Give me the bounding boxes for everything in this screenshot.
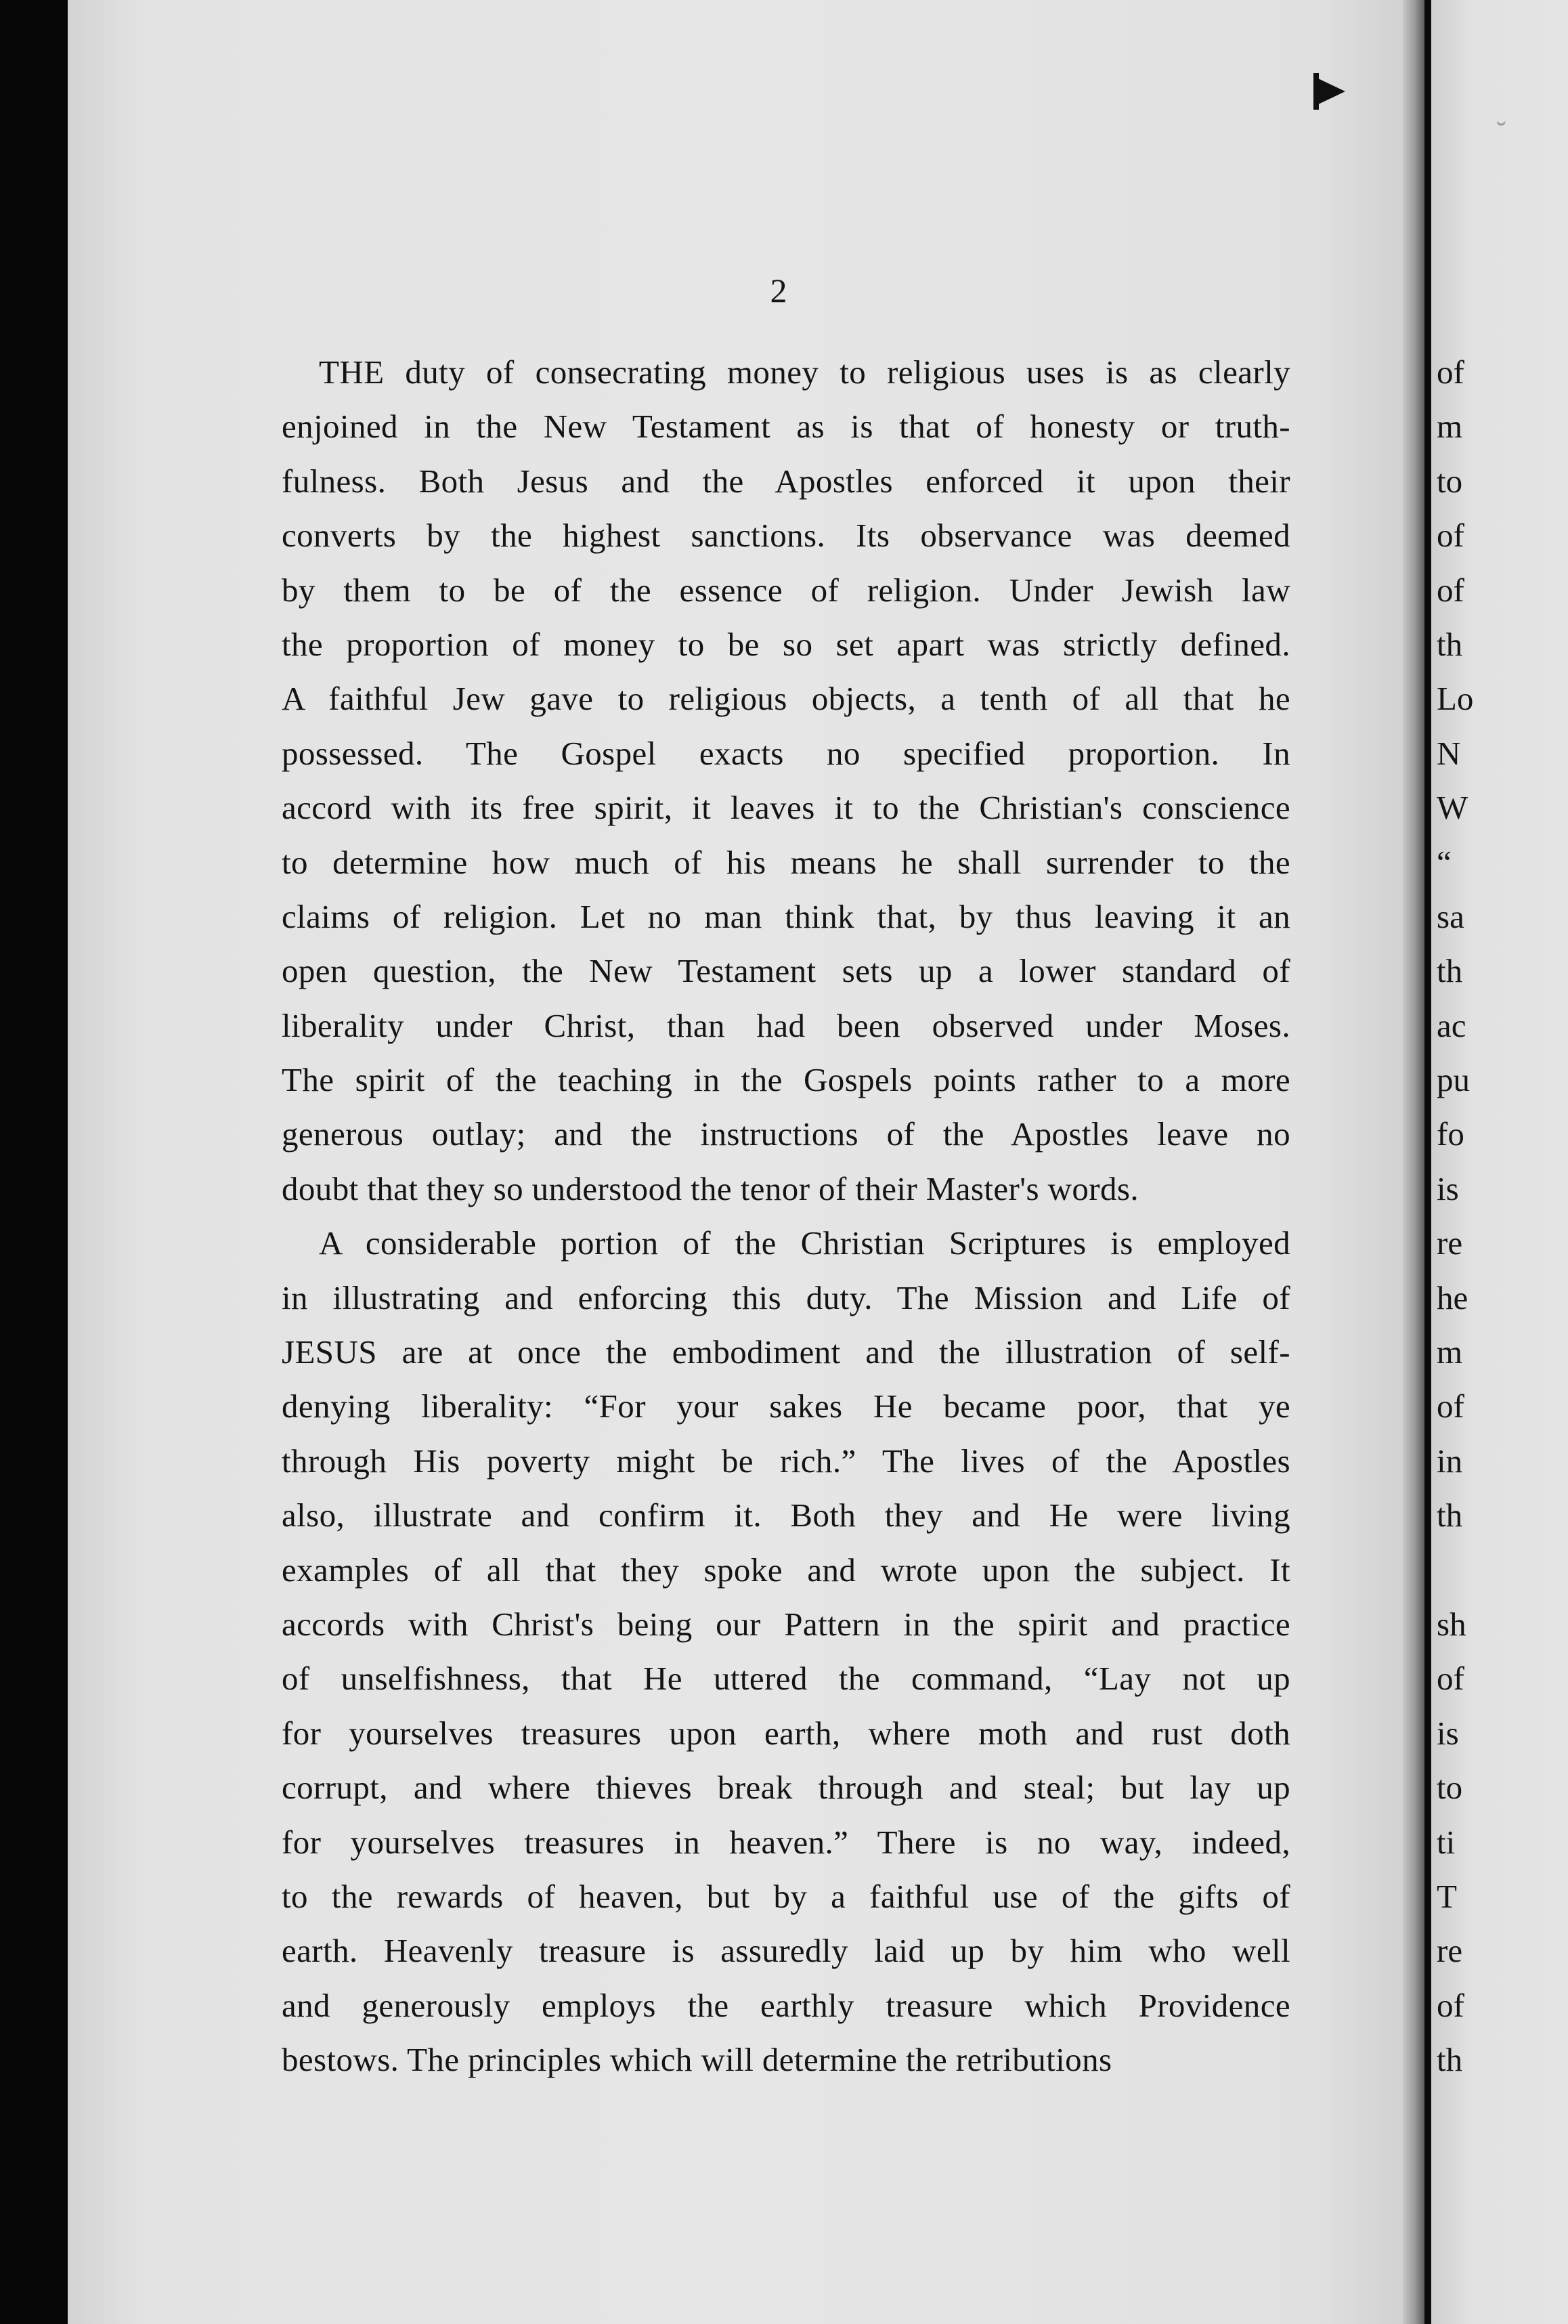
text-line: through His poverty might be rich.” The lives of the Apostles: [282, 1442, 1290, 1480]
adjacent-text-fragment: of: [1437, 353, 1464, 391]
text-line: corrupt, and where thieves break through and steal; but lay up: [282, 1769, 1290, 1807]
text-line: possessed. The Gospel exacts no specified proportion. In: [282, 734, 1290, 772]
text-line: earth. Heavenly treasure is assuredly laid up by him who well: [282, 1932, 1290, 1970]
text-line: accord with its free spirit, it leaves it to the Christian's conscience: [282, 789, 1290, 827]
text-line: for yourselves treasures in heaven.” There is no way, indeed,: [282, 1823, 1290, 1861]
adjacent-text-fragment: [1437, 1543, 1568, 1597]
adjacent-text-fragment: of: [1437, 517, 1464, 555]
adjacent-text-fragment: of: [1437, 571, 1464, 609]
adjacent-text-fragment: re: [1437, 1932, 1463, 1970]
adjacent-text-fragment: sh: [1437, 1605, 1466, 1643]
text-line: examples of all that they spoke and wrote upon the subject. It: [282, 1551, 1290, 1589]
text-line: open question, the New Testament sets up a lower standard of: [282, 952, 1290, 990]
text-line: doubt that they so understood the tenor of their Master's words.: [282, 1169, 1139, 1207]
text-line: accords with Christ's being our Pattern in the spirit and practice: [282, 1605, 1290, 1643]
text-line: also, illustrate and confirm it. Both they and He were living: [282, 1497, 1290, 1534]
adjacent-text-fragment: of: [1437, 1660, 1464, 1698]
adjacent-text-fragment: th: [1437, 2041, 1463, 2079]
text-line: liberality under Christ, than had been observed under Moses.: [282, 1006, 1290, 1044]
gutter-line: [1424, 0, 1431, 2324]
text-line: bestows. The principles which will determine the retributions: [282, 2041, 1112, 2079]
text-line: to the rewards of heaven, but by a faithful use of the gifts of: [282, 1877, 1290, 1915]
adjacent-text-fragment: in: [1437, 1442, 1463, 1480]
adjacent-text-fragment: th: [1437, 625, 1463, 663]
adjacent-text-fragment: m: [1437, 1333, 1463, 1371]
adjacent-text-fragment: to: [1437, 462, 1463, 500]
adjacent-text-fragment: to: [1437, 1769, 1463, 1807]
text-line: of unselfishness, that He uttered the command, “Lay not up: [282, 1660, 1290, 1698]
adjacent-page-mark-icon: ˘: [1496, 116, 1506, 149]
adjacent-text-fragment: T: [1437, 1877, 1457, 1915]
page-number: 2: [770, 272, 787, 309]
adjacent-text-fragment: th: [1437, 1497, 1463, 1534]
adjacent-text-fragment: is: [1437, 1714, 1459, 1752]
adjacent-text-fragment: is: [1437, 1169, 1459, 1207]
adjacent-page-text: [1437, 345, 1568, 2088]
adjacent-text-fragment: m: [1437, 408, 1463, 446]
adjacent-text-fragment: “: [1437, 843, 1452, 881]
text-line: and generously employs the earthly treasure which Providence: [282, 1986, 1290, 2024]
adjacent-text-fragment: re: [1437, 1224, 1463, 1262]
text-line: generous outlay; and the instructions of the Apostles leave no: [282, 1115, 1290, 1153]
text-line: the proportion of money to be so set apart was strictly defined.: [282, 625, 1290, 663]
body-text: [282, 345, 1290, 2088]
margin-marker-icon: [1317, 78, 1345, 105]
adjacent-text-fragment: of: [1437, 1986, 1464, 2024]
adjacent-text-fragment: he: [1437, 1278, 1468, 1316]
text-line: The spirit of the teaching in the Gospels points rather to a more: [282, 1061, 1290, 1099]
adjacent-text-fragment: W: [1437, 789, 1468, 827]
text-line: claims of religion. Let no man think that, by thus leaving it an: [282, 897, 1290, 935]
adjacent-text-fragment: pu: [1437, 1061, 1470, 1099]
text-line: JESUS are at once the embodiment and the illustration of self-: [282, 1333, 1290, 1371]
text-line: by them to be of the essence of religion. Under Jewish law: [282, 571, 1290, 609]
adjacent-text-fragment: fo: [1437, 1115, 1464, 1153]
adjacent-text-fragment: ac: [1437, 1006, 1466, 1044]
text-line: in illustrating and enforcing this duty. The Mission and Life of: [282, 1278, 1290, 1316]
text-line: converts by the highest sanctions. Its observance was deemed: [282, 517, 1290, 555]
text-line: fulness. Both Jesus and the Apostles enforced it upon their: [282, 462, 1290, 500]
text-line: denying liberality: “For your sakes He became poor, that ye: [282, 1387, 1290, 1425]
adjacent-text-fragment: of: [1437, 1387, 1464, 1425]
text-line: for yourselves treasures upon earth, where moth and rust doth: [282, 1714, 1290, 1752]
text-line: THE duty of consecrating money to religious uses is as clearly: [319, 353, 1290, 391]
text-line: enjoined in the New Testament as is that of honesty or truth-: [282, 408, 1290, 446]
adjacent-text-fragment: th: [1437, 952, 1463, 990]
adjacent-text-fragment: sa: [1437, 897, 1464, 935]
adjacent-text-fragment: Lo: [1437, 680, 1474, 718]
text-line: to determine how much of his means he shall surrender to the: [282, 843, 1290, 881]
scan-left-margin: [0, 0, 68, 2324]
adjacent-text-fragment: N: [1437, 734, 1461, 772]
text-line: A considerable portion of the Christian Scriptures is employed: [319, 1224, 1290, 1262]
text-line: A faithful Jew gave to religious objects, a tenth of all that he: [282, 680, 1290, 718]
adjacent-text-fragment: ti: [1437, 1823, 1456, 1861]
